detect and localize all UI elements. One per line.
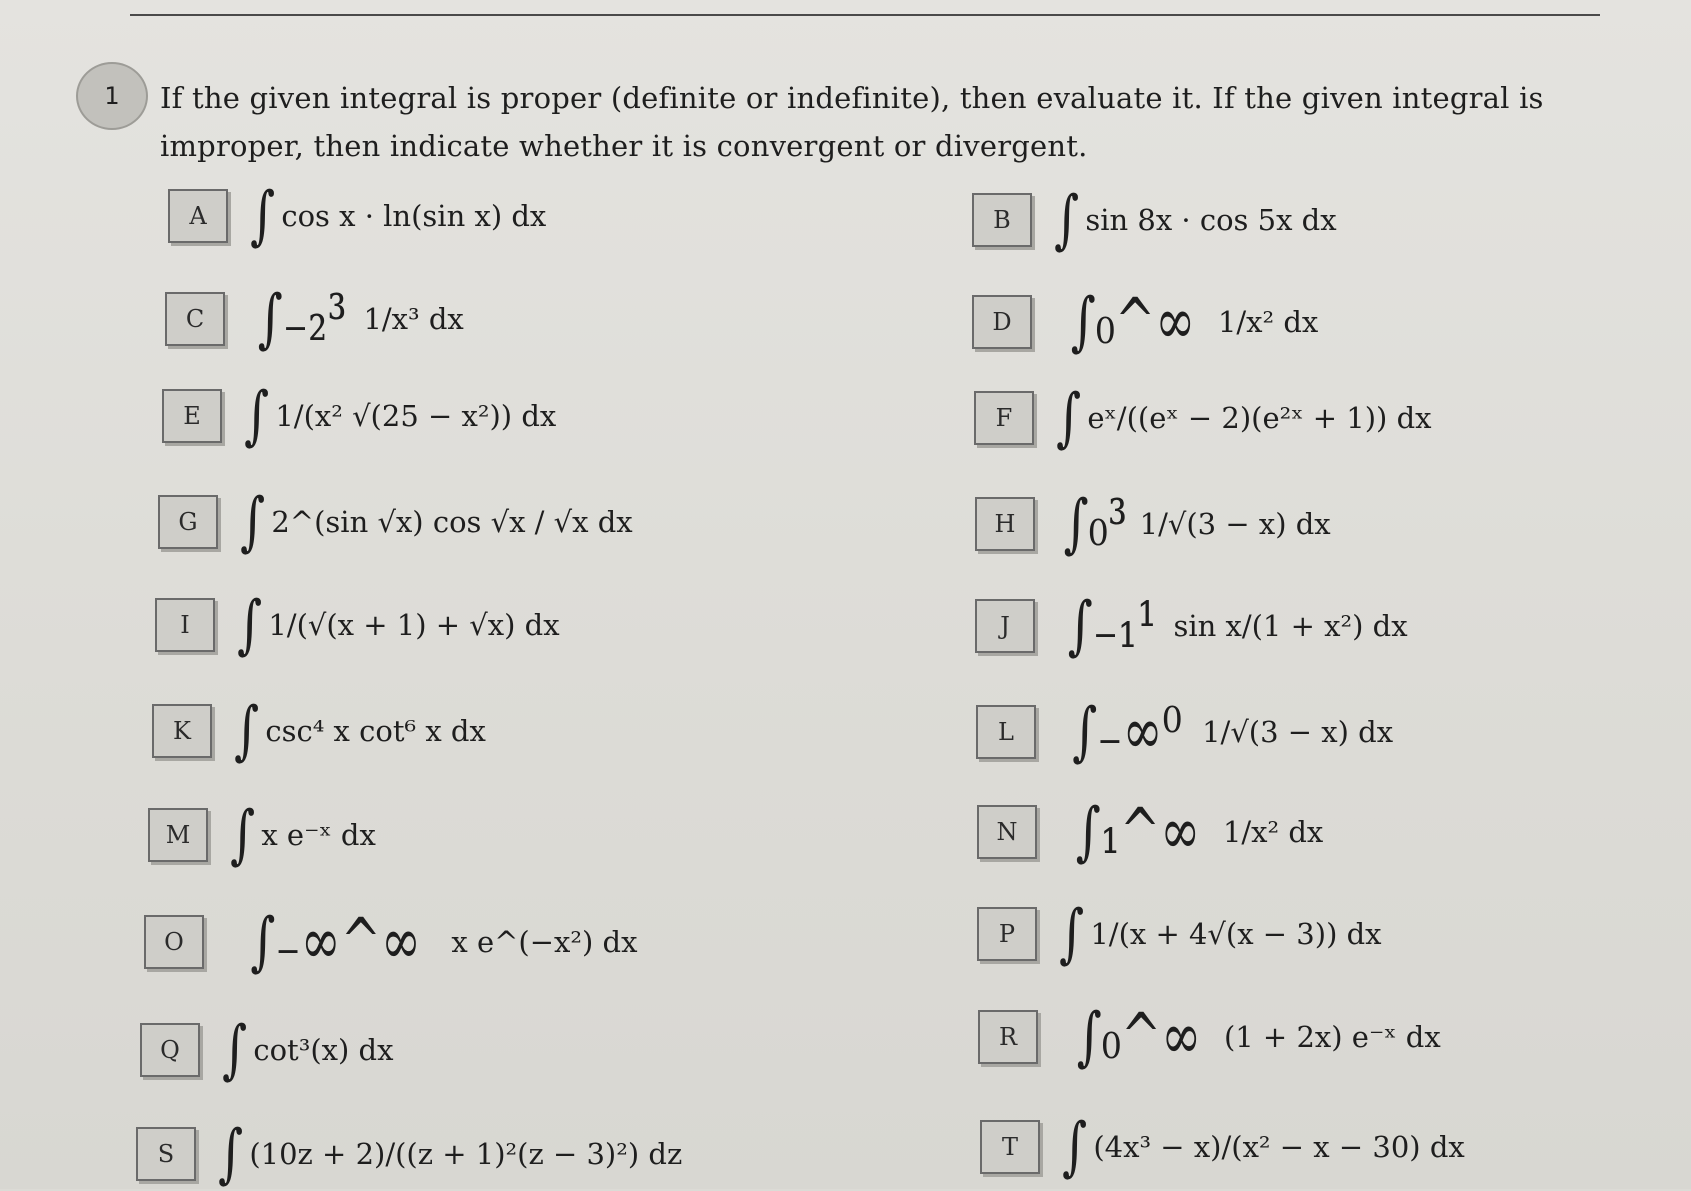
problem-label: P bbox=[977, 907, 1037, 961]
problem-label: A bbox=[168, 189, 228, 243]
problem-label: N bbox=[977, 805, 1037, 859]
problem-h bbox=[975, 487, 1331, 561]
problem-label: O bbox=[144, 915, 204, 969]
problem-expression bbox=[222, 905, 638, 979]
problem-label: D bbox=[972, 295, 1032, 349]
problem-expression bbox=[1050, 285, 1319, 359]
integrand: cos x · ln(sin x) dx bbox=[281, 199, 547, 233]
integrand: csc⁴ x cot⁶ x dx bbox=[265, 714, 486, 748]
integral-sign: ∫ bbox=[230, 798, 256, 872]
problem-expression bbox=[1053, 487, 1331, 561]
problem-label: M bbox=[148, 808, 208, 862]
problem-label: T bbox=[980, 1120, 1040, 1174]
problem-label: L bbox=[976, 705, 1036, 759]
integral-sign: ∫₋∞^∞ bbox=[250, 905, 421, 979]
problem-label: G bbox=[158, 495, 218, 549]
integral-sign: ∫ bbox=[237, 588, 263, 662]
question-instruction: If the given integral is proper (definite or indefinite), then evaluate it. If the given integral is improper, then indicate whether it is convergent or divergent. bbox=[160, 81, 1544, 163]
problem-j bbox=[975, 589, 1408, 663]
integral-sign: ∫₋₂³ bbox=[257, 282, 347, 356]
problem-expression bbox=[1054, 695, 1394, 769]
integral-sign: ∫₁^∞ bbox=[1075, 795, 1201, 869]
problem-i bbox=[155, 588, 560, 662]
problem-label: S bbox=[136, 1127, 196, 1181]
problem-label: I bbox=[155, 598, 215, 652]
problem-label: E bbox=[162, 389, 222, 443]
problem-l bbox=[976, 695, 1394, 769]
integrand: sin 8x · cos 5x dx bbox=[1085, 203, 1337, 237]
problem-d bbox=[972, 285, 1319, 359]
problem-k bbox=[152, 694, 486, 768]
problem-f bbox=[974, 381, 1432, 455]
problem-expression bbox=[230, 694, 486, 768]
problem-expression bbox=[214, 1117, 683, 1191]
integrand: x e^(−x²) dx bbox=[451, 925, 638, 959]
integral-sign: ∫ bbox=[1054, 183, 1080, 257]
integrand: (4x³ − x)/(x² − x − 30) dx bbox=[1093, 1130, 1465, 1164]
problem-expression bbox=[218, 1013, 394, 1087]
problem-label: F bbox=[974, 391, 1034, 445]
problem-b bbox=[972, 183, 1337, 257]
problem-c bbox=[165, 282, 464, 356]
problem-e bbox=[162, 379, 557, 453]
problem-label: J bbox=[975, 599, 1035, 653]
problem-r bbox=[978, 1000, 1441, 1074]
integrand: 1/√(3 − x) dx bbox=[1202, 715, 1394, 749]
problem-t bbox=[980, 1110, 1465, 1184]
problem-expression bbox=[1050, 183, 1337, 257]
problem-label: Q bbox=[140, 1023, 200, 1077]
problem-label: C bbox=[165, 292, 225, 346]
integral-sign: ∫ bbox=[218, 1117, 244, 1191]
integral-sign: ∫₋₁¹ bbox=[1067, 589, 1157, 663]
problem-s bbox=[136, 1117, 683, 1191]
integral-sign: ∫₀^∞ bbox=[1076, 1000, 1202, 1074]
problem-expression bbox=[1052, 381, 1432, 455]
integral-sign: ∫ bbox=[234, 694, 260, 768]
problem-expression bbox=[1056, 1000, 1441, 1074]
problem-label: B bbox=[972, 193, 1032, 247]
integrand: 1/x² dx bbox=[1217, 305, 1319, 339]
problem-expression bbox=[1053, 589, 1408, 663]
integrand: 1/x³ dx bbox=[363, 302, 464, 336]
integrand: x e⁻ˣ dx bbox=[261, 818, 376, 852]
problem-p bbox=[977, 897, 1382, 971]
integrand: 1/√(3 − x) dx bbox=[1139, 507, 1331, 541]
problem-expression bbox=[243, 282, 464, 356]
integrand: 1/(x + 4√(x − 3)) dx bbox=[1090, 917, 1382, 951]
problem-n bbox=[977, 795, 1324, 869]
question-number: 1 bbox=[104, 82, 120, 110]
top-rule bbox=[130, 14, 1600, 16]
integral-sign: ∫₀^∞ bbox=[1070, 285, 1196, 359]
integrand: (10z + 2)/((z + 1)²(z − 3)²) dz bbox=[249, 1137, 683, 1171]
integral-sign: ∫ bbox=[1056, 381, 1082, 455]
integrand: 1/x² dx bbox=[1222, 815, 1324, 849]
problem-o bbox=[144, 905, 638, 979]
problem-expression bbox=[236, 485, 633, 559]
integral-sign: ∫ bbox=[240, 485, 266, 559]
problem-label: H bbox=[975, 497, 1035, 551]
problem-expression bbox=[1055, 897, 1382, 971]
integral-sign: ∫ bbox=[250, 179, 276, 253]
integrand: 1/(x² √(25 − x²)) dx bbox=[275, 399, 557, 433]
problem-expression bbox=[1058, 1110, 1465, 1184]
problem-expression bbox=[240, 379, 557, 453]
problem-label: K bbox=[152, 704, 212, 758]
integral-sign: ∫ bbox=[1059, 897, 1085, 971]
integrand: cot³(x) dx bbox=[253, 1033, 394, 1067]
question-number-badge bbox=[76, 62, 148, 130]
integral-sign: ∫ bbox=[222, 1013, 248, 1087]
integral-sign: ∫₋∞⁰ bbox=[1072, 695, 1182, 769]
problem-expression bbox=[1055, 795, 1324, 869]
integrand: 2^(sin √x) cos √x / √x dx bbox=[271, 505, 633, 539]
integrand: eˣ/((eˣ − 2)(e²ˣ + 1)) dx bbox=[1087, 401, 1432, 435]
problem-expression bbox=[226, 798, 376, 872]
integrand: (1 + 2x) e⁻ˣ dx bbox=[1223, 1020, 1441, 1054]
problem-q bbox=[140, 1013, 394, 1087]
integral-sign: ∫₀³ bbox=[1063, 487, 1128, 561]
integrand: 1/(√(x + 1) + √x) dx bbox=[268, 608, 560, 642]
integrand: sin x/(1 + x²) dx bbox=[1173, 609, 1408, 643]
problem-label: R bbox=[978, 1010, 1038, 1064]
problem-a bbox=[168, 179, 547, 253]
problem-g bbox=[158, 485, 633, 559]
integral-sign: ∫ bbox=[244, 379, 270, 453]
integral-sign: ∫ bbox=[1062, 1110, 1088, 1184]
problem-expression bbox=[233, 588, 560, 662]
problem-m bbox=[148, 798, 376, 872]
problem-expression bbox=[246, 179, 547, 253]
